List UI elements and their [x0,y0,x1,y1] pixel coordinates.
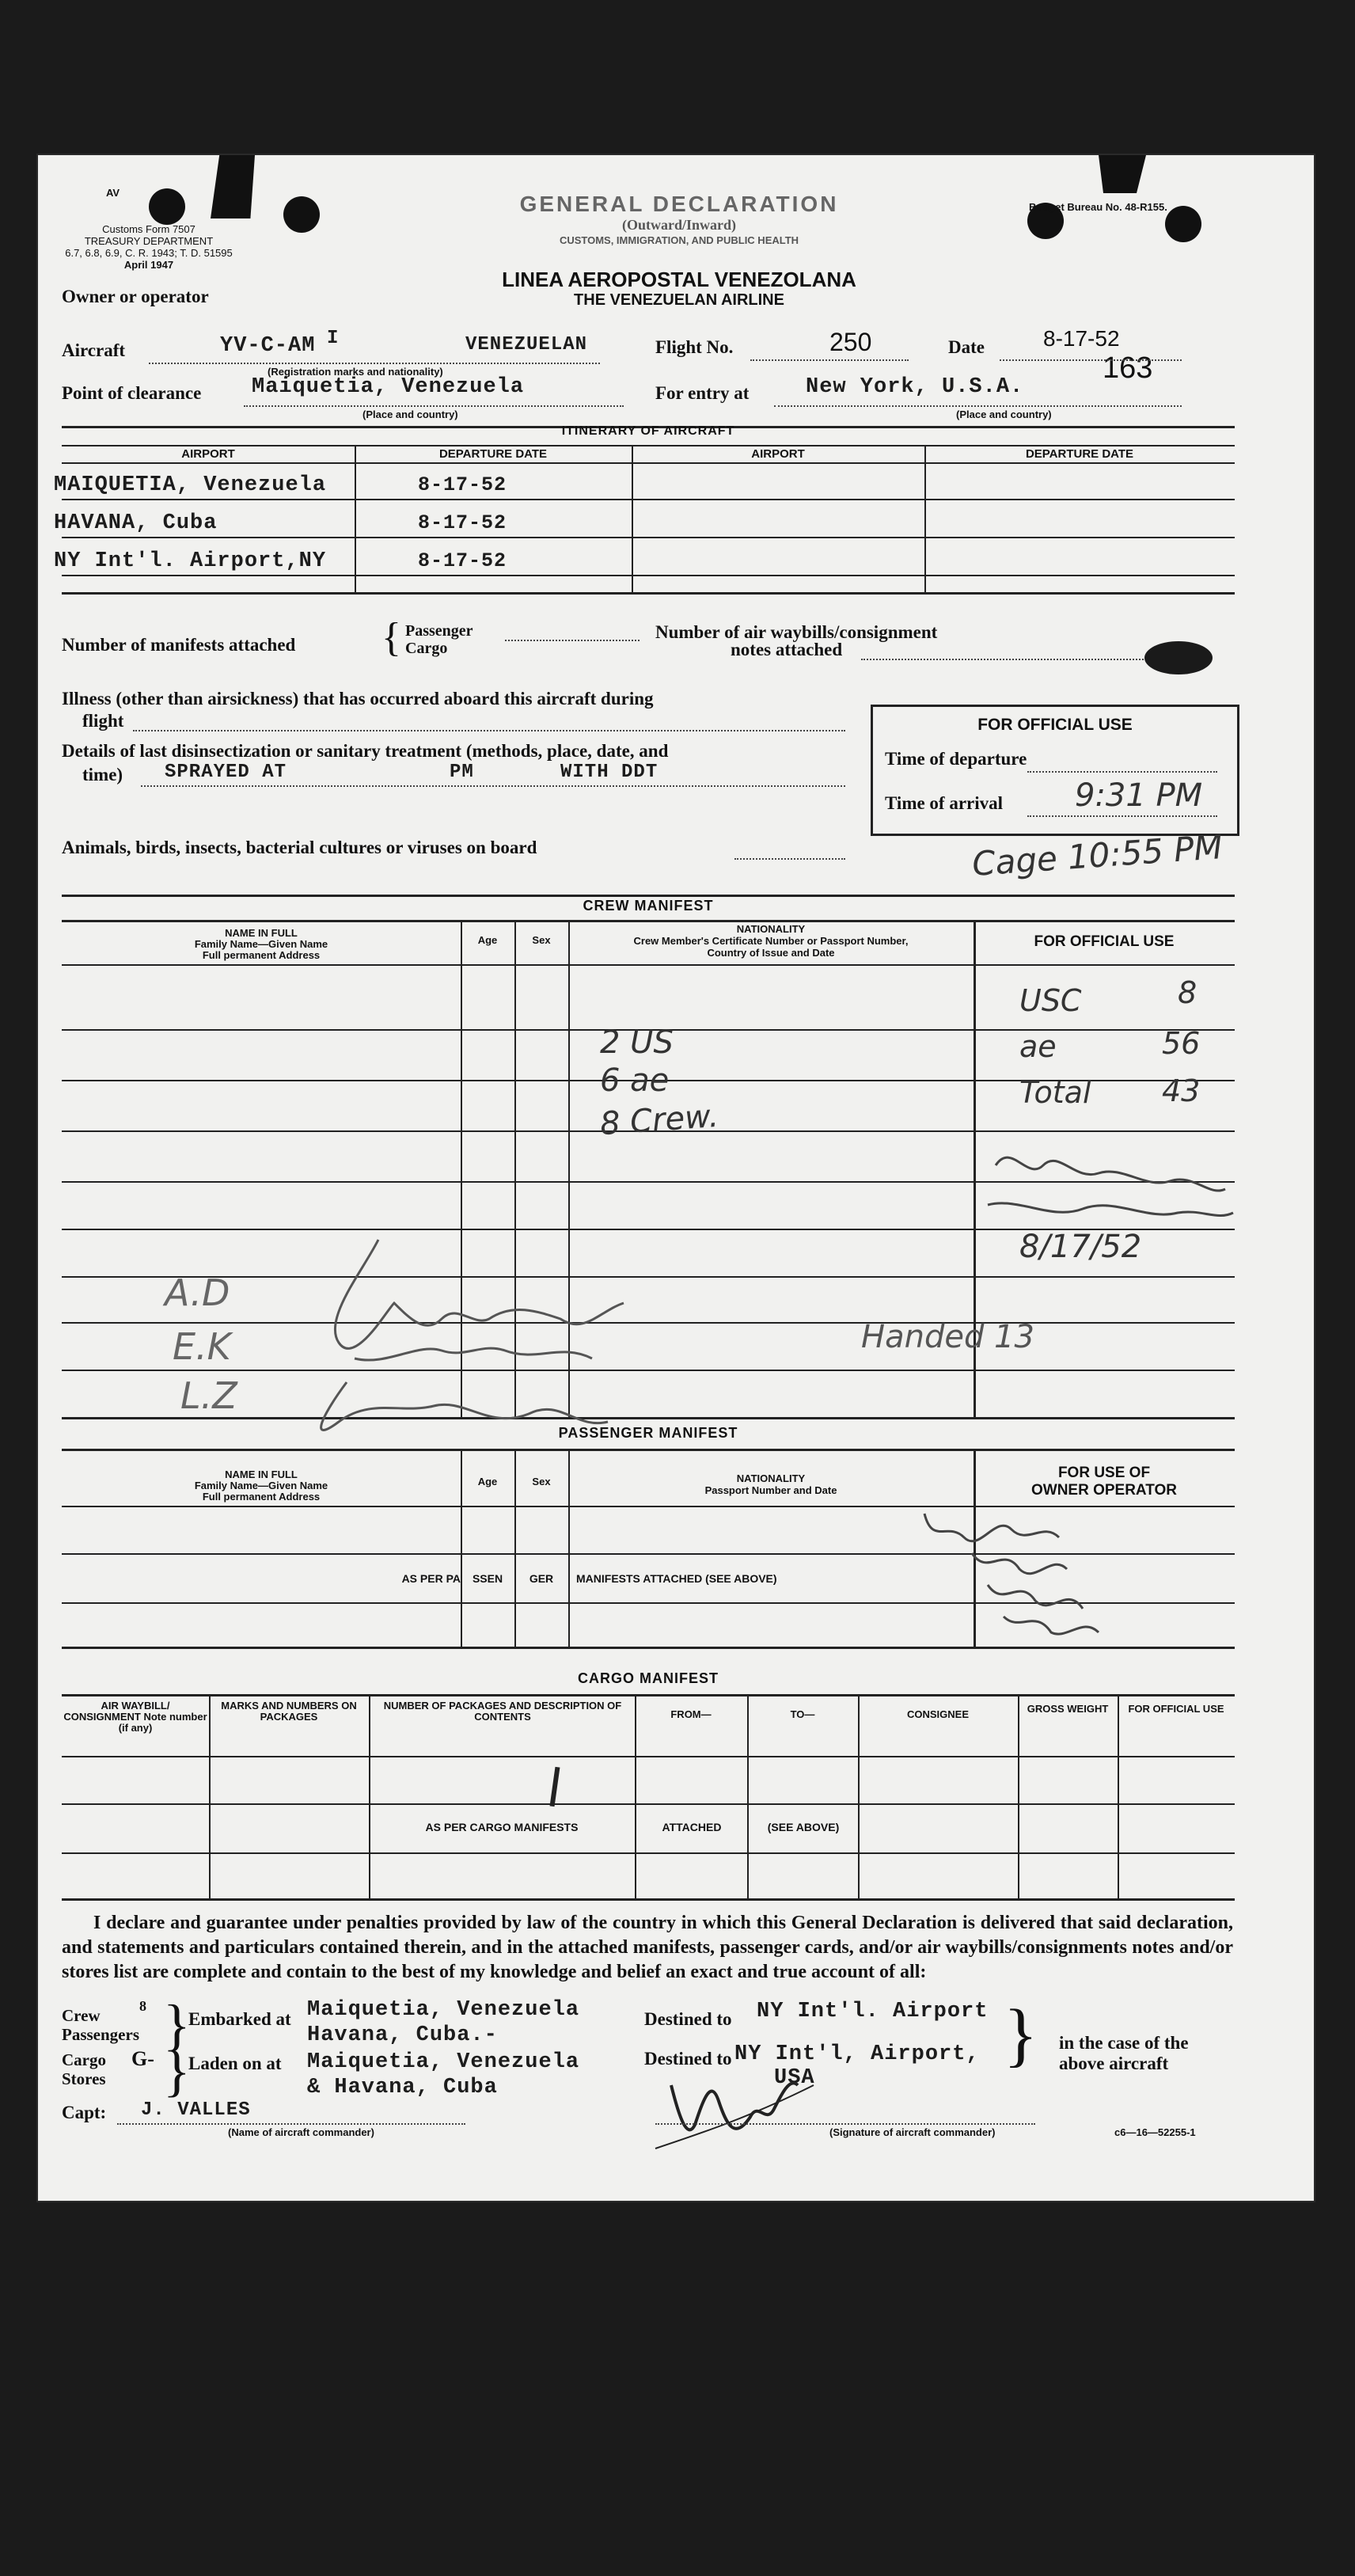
disinsect-value-2: PM [450,762,474,783]
arrival-time-label: Time of arrival [885,793,1004,813]
itinerary-header-date: DEPARTURE DATE [438,447,548,461]
crew-header-sex: Sex [532,934,551,946]
cargo-label: Cargo [405,640,448,657]
clearance-caption: (Place and country) [362,408,458,420]
itinerary-title: ITINERARY OF AIRCRAFT [561,424,735,438]
cargo-header-consignee: CONSIGNEE [906,1708,969,1720]
passenger-row-age: SSEN [472,1572,503,1585]
initials-3: L.Z [180,1374,237,1417]
official-mark-label-3: Total [1019,1075,1091,1110]
airline-name-en: THE VENEZUELAN AIRLINE [574,291,784,309]
departure-time-label: Time of departure [885,749,1027,769]
initials-2: E.K [173,1325,231,1368]
form-code: c6—16—52255-1 [1114,2126,1196,2138]
official-mark-value-3: 43 [1162,1073,1201,1108]
itinerary-date-1: 8-17-52 [418,473,507,496]
passenger-header-age: Age [477,1476,498,1487]
nationality-value: VENEZUELAN [465,334,588,355]
waybills-label: Number of air waybills/consignment [655,622,938,642]
destined-label: Destined to [644,2009,732,2029]
cargo-header-waybill: AIR WAYBILL/ CONSIGNMENT Note number (if any) [63,1700,207,1734]
crew-header-name: NAME IN FULL Family Name—Given Name Full permanent Address [194,927,328,961]
itinerary-header-airport-2: AIRPORT [751,447,805,461]
pen-mark [550,1767,560,1807]
form-reference: Customs Form 7507 TREASURY DEPARTMENT 6.7, 6.8, 6.9, C. R. 1943; T. D. 51595 April 1947 [65,223,233,271]
budget-bureau: Budget Bureau No. 48-R155. [1029,201,1167,213]
owner-signatures [909,1498,1146,1640]
ink-blot [1144,641,1213,674]
illness-label: Illness (other than airsickness) that has occurred aboard this aircraft during [62,689,654,709]
declaration-text: I declare and guarantee under penalties provided by law of the country in which this General Declaration is delivered that said declaration, and statements and particulars contained therein, and in the attached manifests, passenger cards, and/or air waybills/consignments notes and/or stores list are complete and contain to the best of my knowledge and belief an exact and true account of all: [62,1913,1233,1982]
document-subtitle: (Outward/Inward) [621,217,736,233]
owner-label: Owner or operator [62,287,209,306]
embarked-value-2: Havana, Cuba.- [307,2023,498,2047]
manifests-label: Number of manifests attached [62,635,296,655]
crew-note-2: 6 ae [600,1062,670,1099]
itinerary-date-3: 8-17-52 [418,549,507,572]
passenger-label: Passenger [405,622,473,640]
registration-caption: (Registration marks and nationality) [268,366,443,378]
fastener-tab [1099,155,1146,193]
embarked-value: Maiquetia, Venezuela [307,1998,580,2022]
aircraft-label: Aircraft [62,340,126,360]
punch-hole [149,188,185,225]
entry-caption: (Place and country) [956,408,1052,420]
clearance-value: Maiquetia, Venezuela [252,375,525,399]
disinsect-value-1: SPRAYED AT [165,762,287,783]
disinsect-label: Details of last disinsectization or sanitary treatment (methods, place, date, and [62,741,669,761]
cargo-row-desc: AS PER CARGO MANIFESTS [425,1821,579,1833]
passenger-row-name: AS PER PA [401,1572,461,1585]
laden-value-2: & Havana, Cuba [307,2076,498,2099]
disinsect-label-time: time) [82,765,123,785]
cargo-row-from: ATTACHED [662,1821,722,1833]
initials-1: A.D [165,1271,230,1314]
cargo-row-to: (SEE ABOVE) [767,1821,840,1833]
aircraft-suffix: I [327,328,340,349]
handwritten-note: Handed 13 [861,1319,1034,1355]
crew-note-1: 2 US [600,1024,674,1061]
flight-no-label: Flight No. [655,337,734,357]
brace: } [1004,1996,1038,2074]
notes-label: notes attached [731,640,843,659]
cargo-header-to: TO— [790,1708,815,1720]
passenger-header-sex: Sex [532,1476,551,1487]
crew-header-nationality: NATIONALITY Crew Member's Certificate Number or Passport Number, Country of Issue and Date [633,923,909,959]
captain-value: J. VALLES [141,2099,251,2121]
passenger-header-name: NAME IN FULL Family Name—Given Name Full permanent Address [194,1468,328,1503]
crew-label: Crew [62,2006,101,2025]
destined-value-3: USA [774,2066,815,2090]
clearance-label: Point of clearance [62,383,202,403]
itinerary-date-2: 8-17-52 [418,511,507,534]
crew-count: 8 [139,1998,146,2014]
cargo-title: CARGO MANIFEST [578,1670,719,1686]
punch-hole [283,196,320,233]
laden-value: Maiquetia, Venezuela [307,2050,580,2074]
passenger-row-nationality: MANIFESTS ATTACHED (SEE ABOVE) [576,1572,777,1585]
cargo-header-marks: MARKS AND NUMBERS ON PACKAGES [221,1700,357,1723]
official-mark-value-2: 56 [1162,1026,1201,1061]
crew-title: CREW MANIFEST [583,898,714,914]
page-number: 163 [1103,351,1153,385]
authority-line: CUSTOMS, IMMIGRATION, AND PUBLIC HEALTH [559,234,799,246]
stores-label: Stores [62,2069,106,2088]
cargo-decl-value: G- [131,2047,154,2070]
illness-label-flight: flight [82,711,124,731]
crew-header-age: Age [477,934,498,946]
official-mark-label-1: USC [1019,983,1082,1018]
official-signature [980,1134,1233,1229]
official-mark-label-2: ae [1019,1029,1057,1064]
corner-mark: AV [106,187,120,199]
itinerary-header-date-2: DEPARTURE DATE [1025,447,1134,461]
in-case-label-2: above aircraft [1059,2054,1169,2073]
itinerary-airport-2: HAVANA, Cuba [54,511,218,535]
captain-label: Capt: [62,2103,107,2122]
destined-value: NY Int'l. Airport [757,2000,989,2023]
official-use-title: FOR OFFICIAL USE [977,716,1133,734]
flight-no-value: 250 [829,328,872,356]
passenger-header-nationality: NATIONALITY Passport Number and Date [704,1472,837,1496]
aircraft-value: YV-C-AM [220,334,316,358]
fastener-tab [211,155,255,218]
date-value: 8-17-52 [1043,326,1120,351]
date-label: Date [948,337,985,357]
laden-label: Laden on at [188,2054,282,2073]
entry-value: New York, U.S.A. [806,375,1024,399]
entry-label: For entry at [655,383,750,403]
commander-signature [655,2054,845,2156]
cage-note: Cage 10:55 PM [970,827,1224,883]
itinerary-airport-3: NY Int'l. Airport,NY [54,549,327,573]
cargo-decl-label: Cargo [62,2050,106,2069]
destined-value-2: NY Int'l, Airport, [734,2042,980,2066]
commander-caption: (Name of aircraft commander) [228,2126,374,2138]
airline-name: LINEA AEROPOSTAL VENEZOLANA [502,268,856,291]
embarked-label: Embarked at [188,2009,291,2029]
crew-note-3: 8 Crew. [598,1097,720,1143]
passenger-header-owner: FOR USE OF OWNER OPERATOR [1030,1465,1178,1499]
animals-label: Animals, birds, insects, bacterial cultures or viruses on board [62,838,537,857]
brace: } [163,1993,191,2057]
signature-caption: (Signature of aircraft commander) [829,2126,996,2138]
declaration-document [38,155,1314,2201]
cargo-header-weight: GROSS WEIGHT [1027,1703,1109,1715]
disinsect-value-3: WITH DDT [560,762,659,783]
official-date: 8/17/52 [1019,1229,1142,1265]
in-case-label: in the case of the [1059,2033,1189,2053]
brace: } [163,2039,191,2103]
passenger-title: PASSENGER MANIFEST [558,1425,738,1441]
official-mark-value-1: 8 [1178,975,1197,1010]
document-title: GENERAL DECLARATION [519,192,839,216]
passengers-label: Passengers [62,2025,139,2044]
itinerary-header-airport: AIRPORT [181,447,235,461]
cargo-header-packages: NUMBER OF PACKAGES AND DESCRIPTION OF CONTENTS [383,1700,622,1723]
cargo-header-official: FOR OFFICIAL USE [1128,1703,1224,1715]
punch-hole [1165,206,1201,242]
brace: { [381,615,401,660]
cargo-header-from: FROM— [670,1708,712,1720]
crew-header-official: FOR OFFICIAL USE [1034,933,1175,950]
passenger-row-sex: GER [529,1572,554,1585]
destined-label-2: Destined to [644,2049,732,2069]
arrival-time-value: 9:31 PM [1075,777,1203,814]
itinerary-airport-1: MAIQUETIA, Venezuela [54,473,327,497]
